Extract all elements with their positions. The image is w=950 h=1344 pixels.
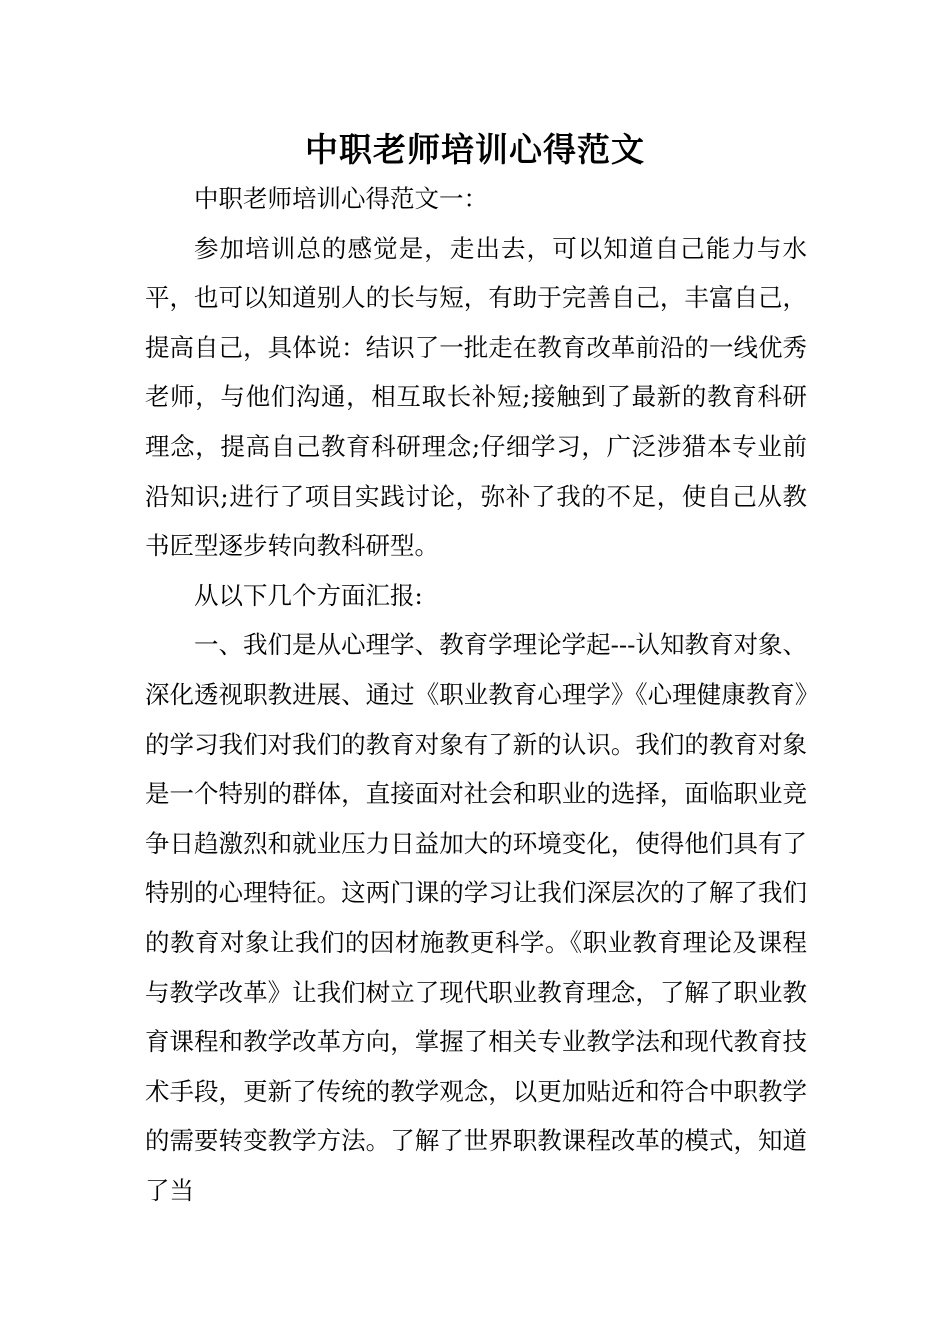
paragraph-section-one: 一、我们是从心理学、教育学理论学起---认知教育对象、深化透视职教进展、通过《职业教育心理学》《心理健康教育》的学习我们对我们的教育对象有了新的认识。我们的教育对象是一个特别的群体，直接面对社会和职业的选择，面临职业竞争日趋激烈和就业压力日益加大的环境变化，使得他们具有了特别的心理特征。这两门课的学习让我们深层次的了解了我们的教育对象让我们的因材施教更科学。《职业教育理论及课程与教学改革》让我们树立了现代职业教育理念，了解了职业教育课程和教学改革方向，掌握了相关专业教学法和现代教育技术手段，更新了传统的教学观念，以更加贴近和符合中职教学的需要转变教学方法。了解了世界职教课程改革的模式，知道了当 <box>145 630 807 1205</box>
document-body <box>145 174 807 1215</box>
paragraph-report-heading: 从以下几个方面汇报: <box>194 580 423 610</box>
paragraph-subtitle: 中职老师培训心得范文一： <box>194 184 488 213</box>
paragraph-intro: 参加培训总的感觉是，走出去，可以知道自己能力与水平，也可以知道别人的长与短，有助于完善自己，丰富自己，提高自己，具体说：结识了一批走在教育改革前沿的一线优秀老师，与他们沟通，相互取长补短;接触到了最新的教育科研理念，提高自己教育科研理念;仔细学习，广泛涉猎本专业前沿知识;进行了项目实践讨论，弥补了我的不足，使自己从教书匠型逐步转向教科研型。 <box>145 233 807 561</box>
document-title: 中职老师培训心得范文 <box>305 130 645 169</box>
